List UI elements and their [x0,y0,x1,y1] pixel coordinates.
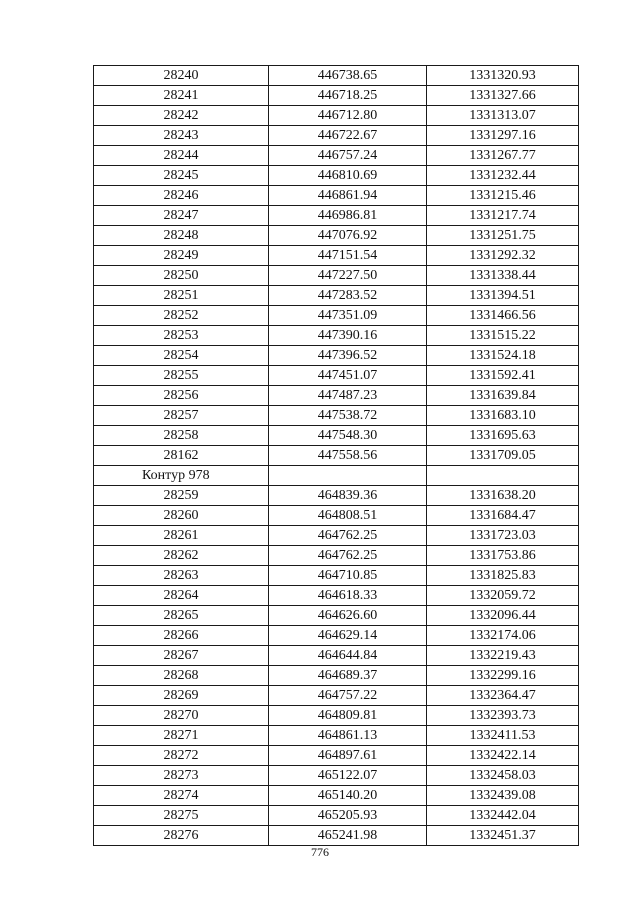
y-coordinate-cell: 1331515.22 [427,326,579,346]
point-number-cell: 28246 [94,186,269,206]
table-row [94,406,579,426]
point-number-cell: 28265 [94,606,269,626]
x-coordinate-cell: 464861.13 [269,726,427,746]
point-number-cell: 28267 [94,646,269,666]
y-coordinate-cell: 1331267.77 [427,146,579,166]
table-row [94,226,579,246]
table-row [94,506,579,526]
x-coordinate-cell: 447396.52 [269,346,427,366]
table-row [94,526,579,546]
table-row [94,86,579,106]
x-coordinate-cell: 464618.33 [269,586,427,606]
y-coordinate-cell: 1331753.86 [427,546,579,566]
x-coordinate-cell: 464809.81 [269,706,427,726]
table-row [94,666,579,686]
contour-header-row [94,466,579,486]
table-row [94,726,579,746]
x-coordinate-cell: 465140.20 [269,786,427,806]
point-number-cell: 28251 [94,286,269,306]
point-number-cell: 28244 [94,146,269,166]
table-row [94,206,579,226]
y-coordinate-cell: 1331683.10 [427,406,579,426]
y-coordinate-cell: 1331709.05 [427,446,579,466]
table-row [94,446,579,466]
y-coordinate-cell: 1332299.16 [427,666,579,686]
x-coordinate-cell: 464757.22 [269,686,427,706]
table-row [94,286,579,306]
y-coordinate-cell: 1331313.07 [427,106,579,126]
x-coordinate-cell: 464710.85 [269,566,427,586]
table-row [94,746,579,766]
table-row [94,706,579,726]
table-row [94,586,579,606]
table-row [94,766,579,786]
y-coordinate-cell: 1331524.18 [427,346,579,366]
point-number-cell: 28249 [94,246,269,266]
table-row [94,606,579,626]
table-row [94,646,579,666]
y-coordinate-cell: 1332096.44 [427,606,579,626]
x-coordinate-cell: 447451.07 [269,366,427,386]
y-coordinate-cell: 1331394.51 [427,286,579,306]
y-coordinate-cell: 1332219.43 [427,646,579,666]
point-number-cell: 28256 [94,386,269,406]
table-row [94,326,579,346]
x-coordinate-cell: 447548.30 [269,426,427,446]
x-coordinate-cell: 447487.23 [269,386,427,406]
point-number-cell: 28266 [94,626,269,646]
table-row [94,786,579,806]
x-coordinate-cell: 446986.81 [269,206,427,226]
x-coordinate-cell: 464762.25 [269,546,427,566]
table-row [94,166,579,186]
table-row [94,426,579,446]
y-coordinate-cell: 1332442.04 [427,806,579,826]
table-row [94,826,579,846]
table-row [94,566,579,586]
point-number-cell: 28272 [94,746,269,766]
y-coordinate-cell: 1331592.41 [427,366,579,386]
empty-cell [269,466,427,486]
x-coordinate-cell: 465122.07 [269,766,427,786]
x-coordinate-cell: 464839.36 [269,486,427,506]
table-row [94,186,579,206]
point-number-cell: 28243 [94,126,269,146]
x-coordinate-cell: 447227.50 [269,266,427,286]
x-coordinate-cell: 446757.24 [269,146,427,166]
point-number-cell: 28260 [94,506,269,526]
point-number-cell: 28262 [94,546,269,566]
x-coordinate-cell: 447151.54 [269,246,427,266]
table-row [94,266,579,286]
y-coordinate-cell: 1331292.32 [427,246,579,266]
point-number-cell: 28268 [94,666,269,686]
point-number-cell: 28252 [94,306,269,326]
table-row [94,386,579,406]
y-coordinate-cell: 1331215.46 [427,186,579,206]
table-row [94,66,579,86]
x-coordinate-cell: 464644.84 [269,646,427,666]
y-coordinate-cell: 1331217.74 [427,206,579,226]
table-row [94,306,579,326]
contour-label: Контур 978 [94,466,269,486]
x-coordinate-cell: 446712.80 [269,106,427,126]
x-coordinate-cell: 464808.51 [269,506,427,526]
table-row [94,626,579,646]
point-number-cell: 28271 [94,726,269,746]
x-coordinate-cell: 464762.25 [269,526,427,546]
point-number-cell: 28276 [94,826,269,846]
point-number-cell: 28259 [94,486,269,506]
point-number-cell: 28240 [94,66,269,86]
table-row [94,106,579,126]
y-coordinate-cell: 1331338.44 [427,266,579,286]
point-number-cell: 28261 [94,526,269,546]
y-coordinate-cell: 1331466.56 [427,306,579,326]
y-coordinate-cell: 1331297.16 [427,126,579,146]
y-coordinate-cell: 1331684.47 [427,506,579,526]
x-coordinate-cell: 446722.67 [269,126,427,146]
x-coordinate-cell: 464629.14 [269,626,427,646]
table-row [94,126,579,146]
point-number-cell: 28274 [94,786,269,806]
table-row [94,806,579,826]
point-number-cell: 28273 [94,766,269,786]
x-coordinate-cell: 446810.69 [269,166,427,186]
table-row [94,346,579,366]
table-row [94,486,579,506]
y-coordinate-cell: 1331251.75 [427,226,579,246]
y-coordinate-cell: 1332411.53 [427,726,579,746]
table-row [94,246,579,266]
y-coordinate-cell: 1331320.93 [427,66,579,86]
table-row [94,366,579,386]
point-number-cell: 28250 [94,266,269,286]
table-row [94,146,579,166]
y-coordinate-cell: 1332422.14 [427,746,579,766]
point-number-cell: 28253 [94,326,269,346]
x-coordinate-cell: 446861.94 [269,186,427,206]
point-number-cell: 28263 [94,566,269,586]
x-coordinate-cell: 447283.52 [269,286,427,306]
point-number-cell: 28245 [94,166,269,186]
y-coordinate-cell: 1331327.66 [427,86,579,106]
x-coordinate-cell: 446718.25 [269,86,427,106]
y-coordinate-cell: 1331638.20 [427,486,579,506]
x-coordinate-cell: 447390.16 [269,326,427,346]
point-number-cell: 28269 [94,686,269,706]
point-number-cell: 28255 [94,366,269,386]
point-number-cell: 28247 [94,206,269,226]
page-number: 776 [311,845,329,859]
y-coordinate-cell: 1332439.08 [427,786,579,806]
y-coordinate-cell: 1332059.72 [427,586,579,606]
y-coordinate-cell: 1332393.73 [427,706,579,726]
y-coordinate-cell: 1332364.47 [427,686,579,706]
point-number-cell: 28241 [94,86,269,106]
point-number-cell: 28162 [94,446,269,466]
point-number-cell: 28258 [94,426,269,446]
table-row [94,546,579,566]
x-coordinate-cell: 465241.98 [269,826,427,846]
x-coordinate-cell: 465205.93 [269,806,427,826]
coordinates-table-body [94,66,579,846]
y-coordinate-cell: 1332458.03 [427,766,579,786]
point-number-cell: 28242 [94,106,269,126]
x-coordinate-cell: 447076.92 [269,226,427,246]
x-coordinate-cell: 447351.09 [269,306,427,326]
y-coordinate-cell: 1331639.84 [427,386,579,406]
empty-cell [427,466,579,486]
y-coordinate-cell: 1332174.06 [427,626,579,646]
y-coordinate-cell: 1331695.63 [427,426,579,446]
point-number-cell: 28254 [94,346,269,366]
y-coordinate-cell: 1332451.37 [427,826,579,846]
point-number-cell: 28248 [94,226,269,246]
x-coordinate-cell: 447538.72 [269,406,427,426]
coordinates-table [93,65,579,846]
y-coordinate-cell: 1331723.03 [427,526,579,546]
x-coordinate-cell: 464689.37 [269,666,427,686]
point-number-cell: 28257 [94,406,269,426]
x-coordinate-cell: 464626.60 [269,606,427,626]
table-row [94,686,579,706]
point-number-cell: 28270 [94,706,269,726]
x-coordinate-cell: 464897.61 [269,746,427,766]
point-number-cell: 28275 [94,806,269,826]
y-coordinate-cell: 1331825.83 [427,566,579,586]
y-coordinate-cell: 1331232.44 [427,166,579,186]
point-number-cell: 28264 [94,586,269,606]
x-coordinate-cell: 446738.65 [269,66,427,86]
x-coordinate-cell: 447558.56 [269,446,427,466]
